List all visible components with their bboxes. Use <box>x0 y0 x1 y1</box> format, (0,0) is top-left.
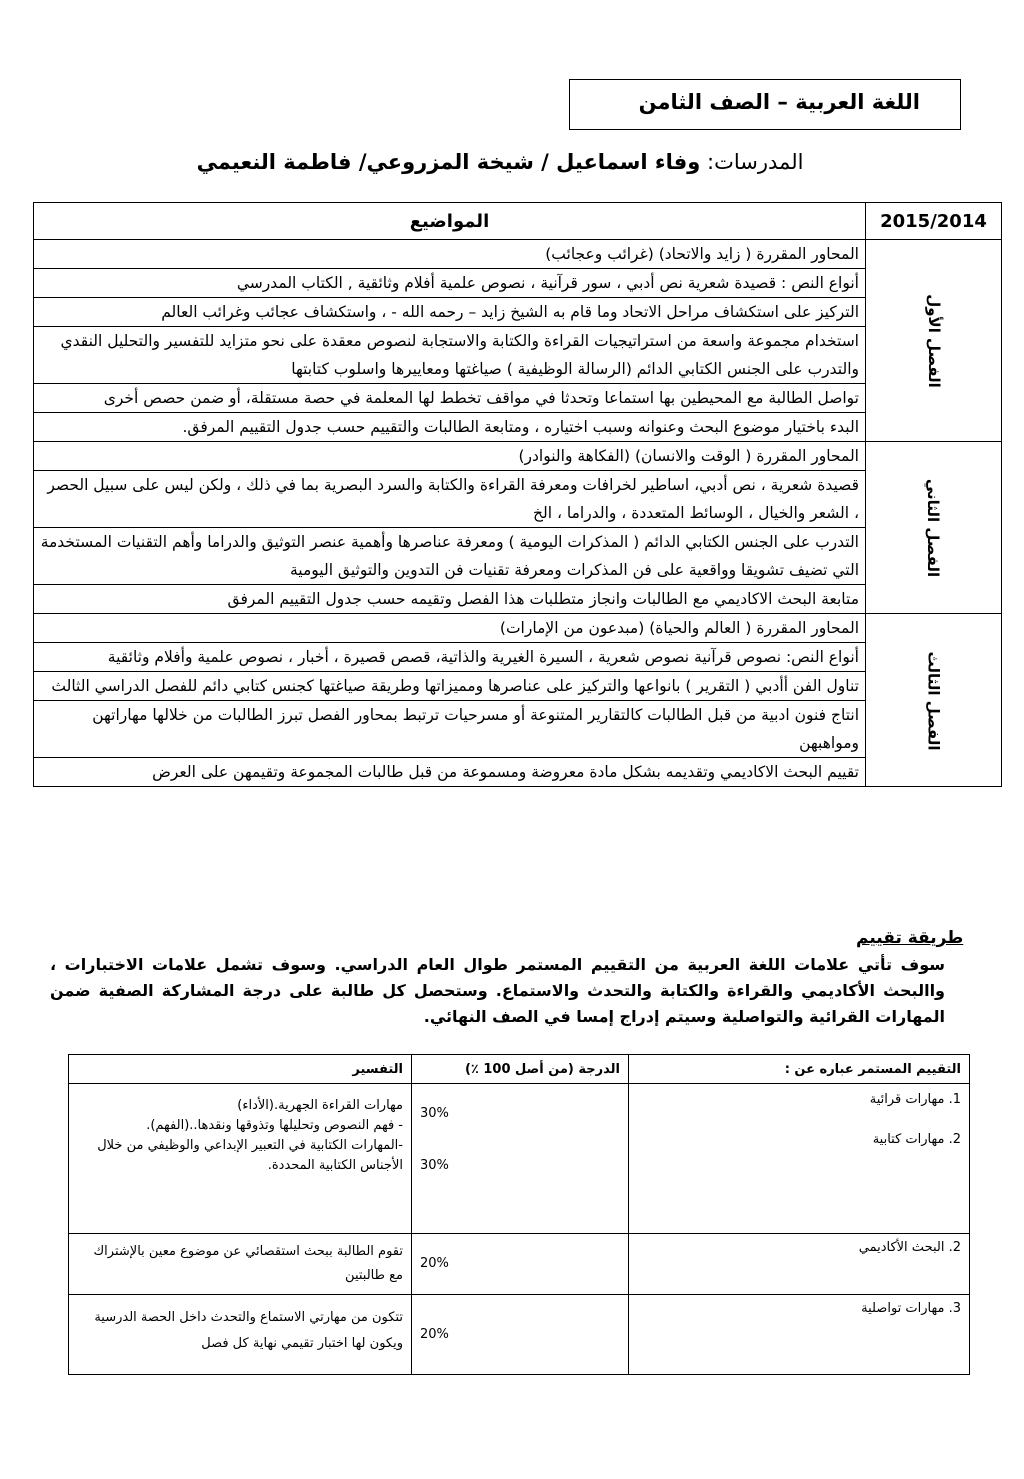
topic-row: قصيدة شعرية ، نص أدبي، اساطير لخرافات ومعرفة القراءة والكتابة والسرد البصرية بما في ذلك ، ولكن ليس على سبيل الحصر ، الشعر والخيال ، الوسائط المتعددة ، والدراما ، الخ <box>34 471 866 528</box>
eval-grade-cell <box>412 1084 629 1234</box>
eval-header-grade: الدرجة (من أصل 100 ٪) <box>412 1055 629 1084</box>
eval-items-cell <box>629 1084 970 1234</box>
evaluation-table <box>68 1054 970 1375</box>
eval-grade: 30% <box>420 1106 449 1121</box>
eval-header-item: التقييم المستمر عباره عن : <box>629 1055 970 1084</box>
topic-row: المحاور المقررة ( العالم والحياة) (مبدعون من الإمارات) <box>34 614 866 643</box>
topic-row: البدء باختيار موضوع البحث وعنوانه وسبب اختياره ، ومتابعة الطالبات والتقييم حسب جدول التقييم المرفق. <box>34 413 866 442</box>
eval-explanation-line: - فهم النصوص وتحليلها وتذوقها ونقدها..(الفهم). <box>146 1118 403 1133</box>
topic-row: انتاج فنون ادبية من قبل الطالبات كالتقارير المتنوعة أو مسرحيات ترتبط بمحاور الفصل تبرز الطالبات من خلالها مهاراتهن ومواهبهن <box>34 701 866 758</box>
eval-explanation-cell <box>69 1084 412 1234</box>
eval-explanation-cell <box>69 1295 412 1375</box>
topic-row: المحاور المقررة ( الوقت والانسان) (الفكاهة والنوادر) <box>34 442 866 471</box>
teachers-names: وفاء اسماعيل / شيخة المزروعي/ فاطمة النعيمي <box>196 150 701 174</box>
page-title: اللغة العربية – الصف الثامن <box>569 79 961 130</box>
eval-item: 1. مهارات قرائية <box>869 1092 961 1107</box>
eval-grade: 30% <box>420 1158 449 1173</box>
teachers-label: المدرسات: <box>707 150 804 174</box>
eval-explanation-line: تتكون من مهارتي الاستماع والتحدث داخل الحصة الدرسية ويكون لها اختبار تقيمي نهاية كل فصل <box>94 1310 403 1351</box>
semester-3-label: الفصل الثالث <box>866 614 1002 787</box>
topic-row: متابعة البحث الاكاديمي مع الطالبات وانجاز متطلبات هذا الفصل وتقيمه حسب جدول التقييم المرفق <box>34 585 866 614</box>
assessment-heading: طريقة تقييم <box>856 928 964 948</box>
teachers-line <box>180 150 820 174</box>
topics-table <box>33 202 1002 787</box>
topic-row: تواصل الطالبة مع المحيطين بها استماعا وتحدثا في مواقف تخطط لها المعلمة في حصة مستقلة، أو ضمن حصص أخرى <box>34 384 866 413</box>
topics-header: المواضيع <box>34 203 866 240</box>
semester-1-label: الفصل الأول <box>866 240 1002 442</box>
eval-items-cell <box>629 1234 970 1295</box>
year-header: 2015/2014 <box>866 203 1002 240</box>
eval-header-explanation: التفسير <box>69 1055 412 1084</box>
eval-grade: 20% <box>420 1326 449 1342</box>
eval-items-cell <box>629 1295 970 1375</box>
topic-row: أنواع النص: نصوص قرآنية نصوص شعرية ، السيرة الغيرية والذاتية، قصص قصيرة ، أخبار ، نصوص علمية وأفلام وثائقية <box>34 643 866 672</box>
eval-explanation-line: مهارات القراءة الجهرية.(الأداء) <box>237 1098 403 1113</box>
eval-explanation-line: -المهارات الكتابية في التعبير الإبداعي والوظيفي من خلال الأجناس الكتابية المحددة. <box>97 1138 403 1173</box>
topic-row: تناول الفن أأدبي ( التقرير ) بانواعها والتركيز على عناصرها ومميزاتها وطريقة صياغتها كجنس كتابي دائم للفصل الدراسي الثالث <box>34 672 866 701</box>
eval-grade: 20% <box>420 1256 449 1271</box>
eval-item: 2. البحث الأكاديمي <box>858 1240 961 1255</box>
topic-row: التركيز على استكشاف مراحل الاتحاد وما قام به الشيخ زايد – رحمه الله - ، واستكشاف عجائب وغرائب العالم <box>34 298 866 327</box>
eval-explanation-line: تقوم الطالبة ببحث استقصائي عن موضوع معين بالإشتراك مع طالبتين <box>93 1244 403 1283</box>
eval-grade-cell <box>412 1234 629 1295</box>
eval-item: 3. مهارات تواصلية <box>861 1301 961 1316</box>
semester-2-label: الفصل الثاني <box>866 442 1002 614</box>
topic-row: أنواع النص : قصيدة شعرية نص أدبي ، سور قرآنية ، نصوص علمية أفلام وثائقية , الكتاب المدرسي <box>34 269 866 298</box>
assessment-body: سوف تأتي علامات اللغة العربية من التقييم المستمر طوال العام الدراسي. وسوف تشمل علامات الاختبارات ، واالبحث الأكاديمي والقراءة والكتابة والتحدث والاستماع. وستحصل كل طالبة على درجة المشاركة الصفية ضمن المهارات القرائية والتواصلية وسيتم إدراج إمسا في الصف النهائي. <box>50 955 945 1026</box>
topic-row: التدرب على الجنس الكتابي الدائم ( المذكرات اليومية ) ومعرفة عناصرها وأهمية عنصر التوثيق والدراما وأهم التقنيات المستخدمة التي تضيف تشويقا وواقعية على فن المذكرات ومعرفة تقنيات فن التدوين والتوثيق اليومية <box>34 528 866 585</box>
eval-item: 2. مهارات كتابية <box>872 1132 961 1147</box>
eval-explanation-cell <box>69 1234 412 1295</box>
eval-grade-cell <box>412 1295 629 1375</box>
topic-row: المحاور المقررة ( زايد والاتحاد) (غرائب وعجائب) <box>34 240 866 269</box>
topic-row: استخدام مجموعة واسعة من استراتيجيات القراءة والكتابة والاستجابة لنصوص معقدة على نحو متزايد للتفسير والتحليل النقدي والتدرب على الجنس الكتابي الدائم (الرسالة الوظيفية ) صياغتها ومعاييرها واسلوب كتابتها <box>34 327 866 384</box>
topic-row: تقييم البحث الاكاديمي وتقديمه بشكل مادة معروضة ومسموعة من قبل طالبات المجموعة وتقيمهن على العرض <box>34 758 866 787</box>
